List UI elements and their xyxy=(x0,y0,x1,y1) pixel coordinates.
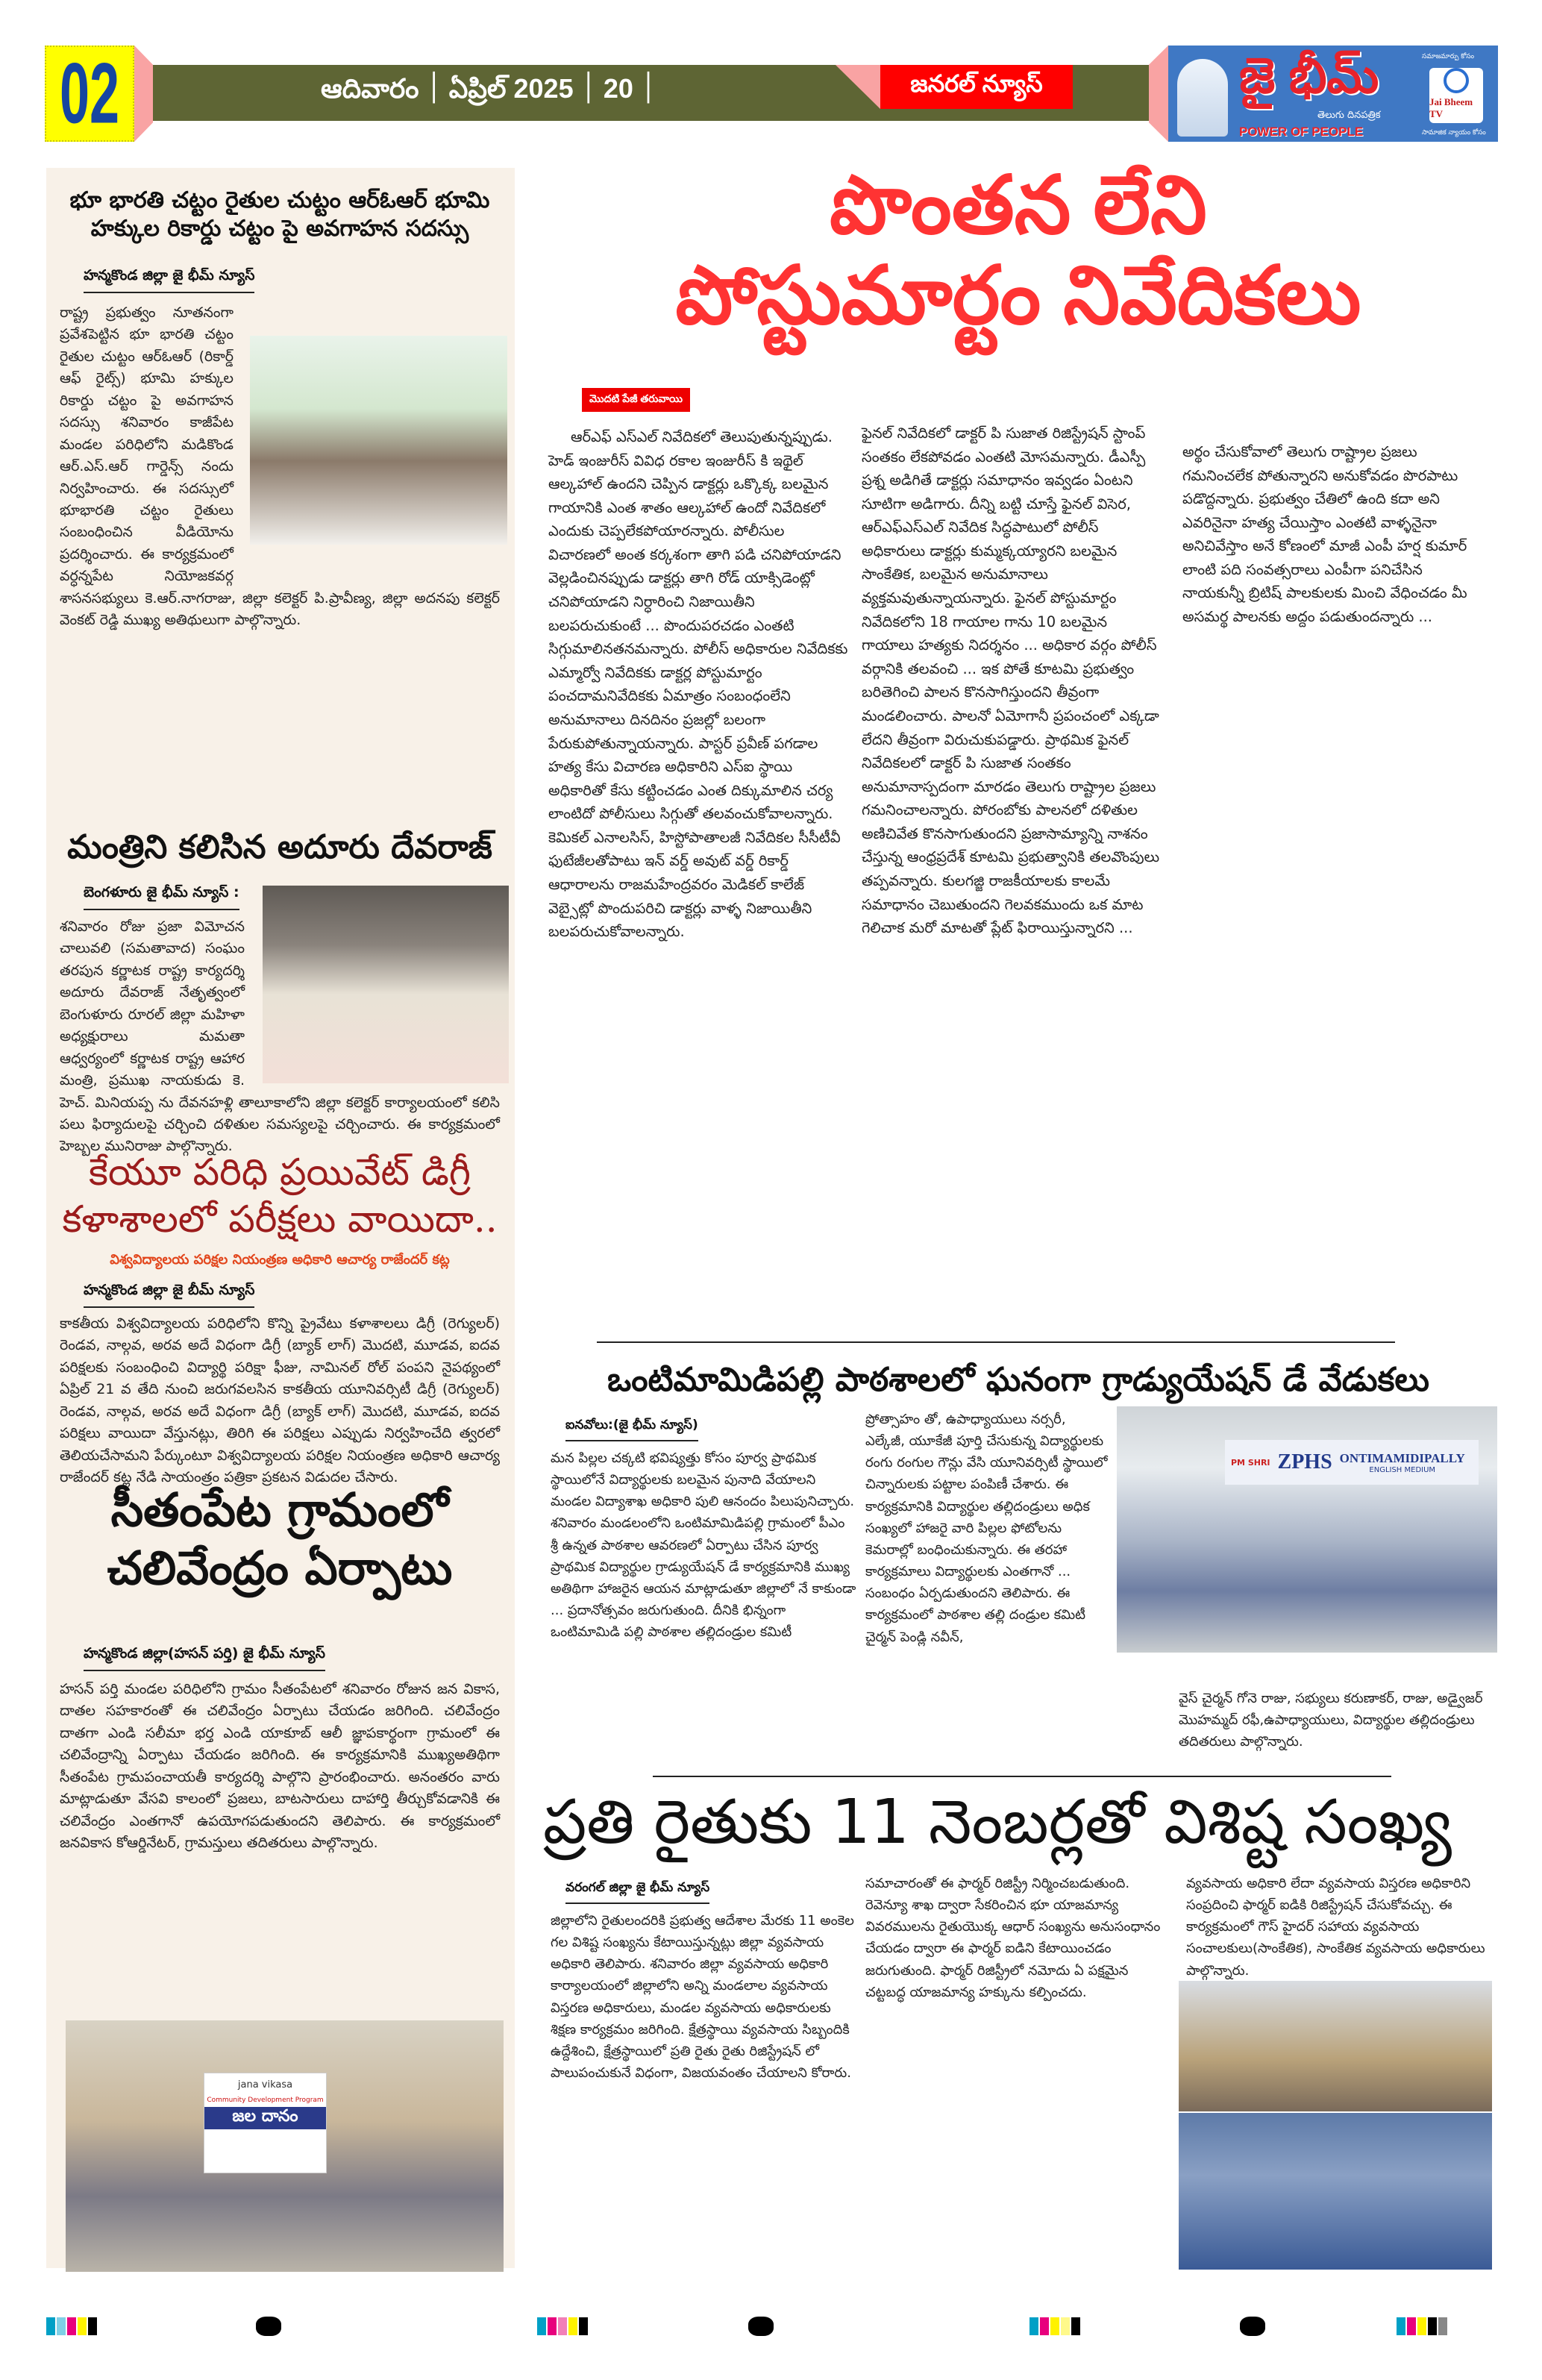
main-headline: పొంతన లేని పోస్టుమార్టం నివేదికలు xyxy=(675,160,1361,340)
article-headline: ప్రతి రైతుకు 11 నెంబర్లతో విశిష్ట సంఖ్య xyxy=(543,1787,1452,1858)
article-body: శనివారం రోజు ప్రజా విమోచన చాలువలి (సమతావాద) సంఘం తరపున కర్ణాటక రాష్ట్ర కార్యదర్శి అదూరు దేవరాజ్ నేతృత్వంలో బెంగుళూరు రూరల్ జిల్లా మహిళా అధ్యక్షురాలు మమతా ఆధ్వర్యంలో కర్ణాటక రాష్ట్ర ఆహార మంత్రి, ప్రముఖ నాయకుడు కె. హెచ్. మినియప్ప ను దేవనహళ్లి తాలూకాలోని జిల్లా కలెక్టర్ కార్యాలయంలో కలిసి పలు ఫిర్యాదులపై చర్చించి దళితుల సమస్యలపై చర్చించారు. ఈ కార్యక్రమంలో హెబ్బల మునిరాజు పాల్గొన్నారు. xyxy=(60,918,500,1155)
article-body: హసన్ పర్తి మండల పరిధిలోని గ్రామం సీతంపేటలో శనివారం రోజున జన వికాస, దాతల సహకారంతో ఈ చలివేంద్రం ఏర్పాటు చేయడం జరిగింది. చలివేంద్రం దాతగా ఎండి సలీమా భర్త ఎండి యాకూబ్ ఆలీ జ్ఞాపకార్థంగా గ్రామంలో ఈ చలివేంద్రాన్ని ఏర్పాటు చేయడం జరిగింది. ఈ కార్యక్రమానికి ముఖ్యఅతిథిగా సీతంపేట గ్రామపంచాయతీ కార్యదర్శి పాల్గొని ప్రారంభించారు. అనంతరం వారు మాట్లాడుతూ వేసవి కాలంలో ప్రజలు, బాటసారులు దాహార్తి తీర్చుకోవడానికి ఈ చలివేంద్రం ఎంతగానో ఉపయోగపడుతుందని తెలిపారు. ఈ కార్యక్రమంలో జనవికాస కోఆర్డినేటర్, గ్రామస్తులు తదితరులు పాల్గొన్నారు. xyxy=(60,1681,500,1852)
article-byline: బెంగళూరు జై భీమ్ న్యూస్ : xyxy=(84,884,239,910)
main-story-column-3: అర్థం చేసుకోవాలో తెలుగు రాష్ట్రాల ప్రజలు గమనించలేక పోతున్నారని అనుకోవడం పొరపాటు పడొద్దన్నారు. ప్రభుత్వం చేతిలో ఉంది కదా అని ఎవరినైనా హత్య చేయిస్తాం ఎంతటి వాళ్ళనైనా అనిచివేస్తాం అనే కోణంలో మాజీ ఎంపీ హర్ష కుమార్ లాంటి పది సంవత్సరాలు ఎంపీగా పనిచేసిన నాయకున్నీ బ్రిటిష్ పాలకులకు మించి వేధించడం మీ అసమర్థ పాలనకు అద్దం పడుతుందన్నారు ... xyxy=(1182,443,1467,626)
article-byline: హన్మకొండ జిల్లా జై భీమ్ న్యూస్ xyxy=(84,267,254,293)
masthead-logo xyxy=(1168,46,1498,142)
print-color-bar xyxy=(1029,2317,1080,2335)
farmer-column-3: వ్యవసాయ అధికారి లేదా వ్యవసాయ విస్తరణ అధికారిని సంప్రదించి ఫార్మర్ ఐడికి రిజిస్ట్రేషన్ చేసుకోవచ్చు. ఈ కార్యక్రమంలో గౌస్ హైదర్ సహాయ వ్యవసాయ సంచాలకులు(సాంకేతిక), సాంకేతిక వ్యవసాయ అధికారులు పాల్గొన్నారు. xyxy=(1186,1876,1485,1979)
farmer-column-1: జిల్లాలోని రైతులందరికి ప్రభుత్వ ఆదేశాల మేరకు 11 అంకెల గల విశిష్ట సంఖ్యను కేటాయిస్తున్నట్లు జిల్లా వ్యవసాయ అధికారి తెలిపారు. శనివారం జిల్లా వ్యవసాయ అధికారి కార్యాలయంలో జిల్లాలోని అన్ని మండలాల వ్యవసాయ విస్తరణ అధికారులు, మండల వ్యవసాయ అధికారులకు శిక్షణ కార్యక్రమం జరిగింది. క్షేత్రస్థాయి వ్యవసాయ సిబ్బందికి ఉద్దేశించి, క్షేత్రస్థాయిలో ప్రతి రైతు రైతు రిజిస్ట్రేషన్ లో పాలుపంచుకునే విధంగా, విజయవంతం చేయాలని కోరారు. xyxy=(551,1913,854,2082)
decorative-wedge xyxy=(134,46,153,142)
page-number: 02 xyxy=(45,46,134,142)
tv-emblem-icon xyxy=(1444,68,1469,93)
logo-tag-top: సమాజమార్పు కోసం xyxy=(1422,53,1475,60)
ambedkar-portrait-image xyxy=(1177,59,1228,137)
article-byline: వరంగల్ జిల్లా జై భీమ్ న్యూస్ xyxy=(565,1880,709,1904)
graduation-column-1: మన పిల్లల చక్కటి భవిష్యత్తు కోసం పూర్వ ప్రాథమిక స్థాయిలోనే విద్యార్థులకు బలమైన పునాది వేయాలని మండల విద్యాశాఖ అధికారి పులి ఆనందం పిలుపునిచ్చారు. శనివారం మండలంలోని ఒంటిమామిడిపల్లి గ్రామంలో పీఎం శ్రీ ఉన్నత పాఠశాల ఆవరణలో ఏర్పాటు చేసిన పూర్వ ప్రాథమిక విద్యార్థుల గ్రాడ్యుయేషన్ డే కార్యక్రమానికి ముఖ్య అతిథిగా హాజరైన ఆయన మాట్లాడుతూ జిల్లాలో నే కాకుండా ... ప్రదానోత్సవం జరుగుతుంది. దీనికి భిన్నంగా ఒంటిమామిడి పల్లి పాఠశాల తల్లిదండ్రుల కమిటీ xyxy=(551,1450,856,1641)
article-headline: సీతంపేట గ్రామంలో చలివేంద్రం ఏర్పాటు xyxy=(107,1482,453,1595)
registration-mark xyxy=(748,2317,774,2336)
registration-mark xyxy=(256,2317,281,2336)
training-audience-photo xyxy=(1179,2113,1492,2270)
logo-tag-bottom: సామాజిక న్యాయం కోసం xyxy=(1422,129,1486,137)
logo-tagline: POWER OF PEOPLE xyxy=(1239,125,1364,139)
print-color-bar xyxy=(1397,2317,1447,2335)
graduation-column-2: ప్రోత్సాహం తో, ఉపాధ్యాయులు నర్సరీ, ఎల్కేజీ, యూకేజీ పూర్తి చేసుకున్న విద్యార్థులకు రంగు రంగుల గౌన్లు వేసి యూనివర్సిటీ స్థాయిలో చిన్నారులకు పట్టాల పంపిణీ చేశారు. ఈ కార్యక్రమానికి విద్యార్థుల తల్లిదండ్రులు అధిక సంఖ్యలో హాజరై వారి పిల్లల ఫోటోలను కెమరాల్లో బంధించుకున్నారు. ఈ తరహా కార్యక్రమాలు విద్యార్థులకు ఎంతగానో ... సంబంధం ఏర్పడుతుందని తెలిపారు. ఈ కార్యక్రమంలో పాఠశాల తల్లి దండ్రుల కమిటీ చైర్మన్ పెండ్లి నవీన్, xyxy=(865,1412,1108,1645)
article-headline: మంత్రిని కలిసిన అదూరు దేవరాజ్ xyxy=(67,828,492,866)
article-byline: హన్మకొండ జిల్లా జై బీమ్ న్యూస్ xyxy=(84,1282,254,1308)
print-color-bar xyxy=(46,2317,97,2335)
article-body: కాకతీయ విశ్వవిద్యాలయ పరిధిలోని కొన్ని ప్రైవేటు కళాశాలలు డిగ్రీ (రెగ్యులర్) రెండవ, నాల్గవ, అరవ అదే విధంగా డిగ్రీ (బ్యాక్ లాగ్) మొదటి, మూడవ, ఐదవ పరిక్షలకు సంబంధించి విద్యార్థి పరిక్షా ఫీజు, నామినల్ రోల్ పంపని నైపథ్యంలో ఏప్రిల్ 21 వ తేది నుంచి జరుగవలసిన కాకతీయ యూనివర్సిటీ డిగ్రీ (రెగ్యులర్) రెండవ, నాల్గవ, అరవ అదే విధంగా డిగ్రీ (బ్యాక్ లాగ్) మొదటి, మూడవ, ఐదవ పరిక్షలు వాయిదా వేస్తునట్లు, తిరిగి ఈ పరిక్షలు ఎప్పుడు నిర్వహించేది త్వరలో తెలియచేసామని పేర్కుంటూ విశ్వవిద్యాలయ పరిక్షల నియంత్రణ అధికారి ఆచార్య రాజేందర్ కట్ల నేడి సాయంత్రం పత్రికా ప్రకటన విడుదల చేసారు. xyxy=(60,1315,500,1486)
article-headline: ఒంటిమామిడిపల్లి పాఠశాలలో ఘనంగా గ్రాడ్యుయేషన్ డే వేడుకలు xyxy=(607,1361,1429,1399)
school-banner: PM SHRI ZPHS ONTIMAMIDIPALLY ENGLISH MEDIUM xyxy=(1225,1440,1479,1485)
section-label: జనరల్ న్యూస్ xyxy=(880,65,1073,109)
divider xyxy=(653,1776,1391,1777)
article-byline: హన్మకొండ జిల్లా(హసన్ పర్తి) జై భీమ్ న్యూస్ xyxy=(84,1645,325,1671)
water-kiosk-photo xyxy=(66,2020,504,2272)
training-speaker-photo xyxy=(1179,1981,1492,2111)
issue-date: ఆదివారం ׀ ఏప్రిల్ ׀ 20 ׀ 2025 xyxy=(321,73,656,104)
article-headline: భూ భారతి చట్టం రైతుల చుట్టం ఆర్ఓఆర్ భూమి హక్కుల రికార్డు చట్టం పై అవగాహన సదస్సు xyxy=(69,187,490,242)
article-headline: కేయూ పరిధి ప్రయివేట్ డిగ్రీ కళాశాలలో పరీక్షలు వాయిదా.. xyxy=(62,1150,498,1241)
graduation-photo xyxy=(1117,1406,1497,1653)
photo-caption: వైస్ చైర్మన్ గోనె రాజు, సభ్యులు కరుణాకర్, రాజు, అడ్వైజర్ మొహమ్మద్ రఫీ,ఉపాధ్యాయులు, విద్యార్థుల తల్లిదండ్రులు తదితరులు పాల్గొన్నారు. xyxy=(1179,1691,1483,1750)
logo-subtitle: తెలుగు దినపత్రిక xyxy=(1317,110,1381,121)
decorative-wedge xyxy=(1149,46,1168,142)
farmer-column-2: సమాచారంతో ఈ ఫార్మర్ రిజిస్ట్రీ నిర్మించబడుతుంది. రెవెన్యూ శాఖ ద్వారా సేకరించిన భూ యాజమాన్య వివరములను రైతుయొక్క ఆధార్ సంఖ్యను అనుసంధానం చేయడం ద్వారా ఈ ఫార్మర్ ఐడిని కేటాయించడం జరుగుతుంది. ఫార్మర్ రిజిస్ట్రీలో నమోదు ఏ పక్షమైన చట్టబద్ధ యాజమాన్య హక్కును కల్పించదు. xyxy=(865,1876,1161,2000)
print-color-bar xyxy=(537,2317,588,2335)
main-story-column-2: ఫైనల్ నివేదికలో డాక్టర్ పి సుజాత రిజిస్ట్రేషన్ స్టాంప్ సంతకం లేకపోవడం ఎంతటి మోసమన్నారు. డీఎస్పీ ప్రశ్న అడిగితే డాక్టర్లు సమాధానం ఇవ్వడం ఏంటని సూటిగా అడిగారు. దీన్ని బట్టి చూస్తే ఫైనల్ విసెర, ఆర్ఎఫ్ఎస్ఎల్ నివేదిక సిద్ధపాటులో పోలీస్ అధికారులు డాక్టర్లు కుమ్మక్కయ్యారని బలమైన సాంకేతిక, బలమైన అనుమానాలు వ్యక్తమవుతున్నాయన్నారు. ఫైనల్ పోస్టుమార్టం నివేదికలోని 18 గాయాల గాను 10 బలమైన గాయాలు హత్యకు నిదర్శనం ... అధికార వర్గం పోలీస్ వర్గానికి తలవంచి ... ఇక పోతే కూటమి ప్రభుత్వం బరితెగించి పాలన కొనసాగిస్తుందని తీవ్రంగా మండలించారు. పాలనో ఏమోగానీ ప్రపంచంలో ఎక్కడా లేదని తీవ్రంగా విరుచుకుపడ్డారు. ప్రాథమిక ఫైనల్ నివేదికలలో డాక్టర్ పి సుజాత సంతకం అనుమానాస్పదంగా మారడం తెలుగు రాష్ట్రాల ప్రజలు గమనించాలన్నారు. పోరంబోకు పాలనలో దళితుల అణిచివేత కొనసాగుతుందని ప్రజాసామ్యాన్ని నాశనం చేస్తున్న ఆంధ్రప్రదేశ్ కూటమి ప్రభుత్వానికి తలవొంపులు తప్పవన్నారు. కులగజ్జి రాజకీయాలకు కాలమే సమాధానం చెబుతుందని గెలవకముందు ఒక మాట గెలిచాక మరో మాటతో ప్లేట్ ఫిరాయిస్తున్నారని ... xyxy=(862,425,1160,937)
article-body: రాష్ట్ర ప్రభుత్వం నూతనంగా ప్రవేశపెట్టిన భూ భారతి చట్టం రైతుల చుట్టం ఆర్ఓఆర్ (రికార్డ్ ఆఫ్ రైట్స్) భూమి హక్కుల రికార్డు చట్టం పై అవగాహన సదస్సు శనివారం కాజీపేట మండల పరిధిలోని మడికొండ ఆర్.ఎస్.ఆర్ గార్డెన్స్ నందు నిర్వహించారు. ఈ సదస్సులో భూభారతి చట్టం రైతులు సంబంధించిన వీడియోను ప్రదర్శించారు. ఈ కార్యక్రమంలో వర్ధన్నపేట నియోజకవర్గ శాసనసభ్యులు కె.ఆర్.నాగరాజు, జిల్లా కలెక్టర్ పి.ప్రావీణ్య, జిల్లా అదనపు కలెక్టర్ వెంకట్ రెడ్డి ముఖ్య అతిథులుగా పాల్గొన్నారు. xyxy=(60,304,500,629)
article-subheadline: విశ్వవిద్యాలయ పరిక్షల నియంత్రణ అధికారి ఆచార్య రాజేందర్ కట్ల xyxy=(110,1252,450,1268)
main-story-column-1: ఆర్ఎఫ్ ఎస్ఎల్ నివేదికలో తెలుపుతున్నప్పుడు. హెడ్ ఇంజురీస్ వివిధ రకాల ఇంజురీస్ కి ఇథైల్ ఆల్కహాల్ ఉందని చెప్పిన డాక్టర్లు ఒక్కొక్క బలమైన గాయానికి ఎంత శాతం ఆల్కహాల్ ఉందో నివేదికలో ఎందుకు చెప్పలేకపోయారన్నారు. పోలీసుల విచారణలో అంత కర్కశంగా తాగి పడి చనిపోయాడని వెల్లడించినప్పుడు డాక్టర్లు తాగి రోడ్ యాక్సిడెంట్లో చనిపోయాడని నిర్ధారించి నిజాయితీని బలపరుచుకుంటే ... పొందుపరచడం ఎంతటి సిగ్గుమాలినతనమన్నారు. పోలీస్ అధికారుల నివేదికకు ఎమ్మార్వో నివేదికకు డాక్టర్ల పోస్టుమార్టం పంచదామనివేదికకు ఏమాత్రం సంబంధంలేని అనుమానాలు దినదినం ప్రజల్లో బలంగా పేరుకుపోతున్నాయన్నారు. పాస్టర్ ప్రవీణ్ పగడాల హత్య కేసు విచారణ అధికారిని ఎస్ఐ స్థాయి అధికారితో కేసు కట్టించడం ఎంత దిక్కుమాలిన చర్య లాంటిదో పోలీసులు సిగ్గుతో తలవంచుకోవాలన్నారు. కెమికల్ ఎనాలసిస్, హిస్టోపాతాలజీ నివేదికల సీసీటీవీ ఫుటేజీలతోపాటు ఇన్ వర్డ్ అవుట్ వర్డ్ రికార్డ్ ఆధారాలను రాజమహేంద్రవరం మెడికల్ కాలేజ్ వెబ్సైట్లో పొందుపరిచి డాక్టర్లు వాళ్ళ నిజాయితీని బలపరుచుకోవాలన్నారు. xyxy=(548,428,848,941)
article-byline: ఐనవోలు:(జై భీమ్ న్యూస్) xyxy=(565,1418,698,1441)
continued-from-front-tag: మొదటి పేజీ తరువాయి xyxy=(582,388,690,412)
registration-mark xyxy=(1240,2317,1265,2336)
jana-vikasa-banner: jana vikasa Community Development Program జల దానం xyxy=(204,2073,327,2173)
logo-name: జై భీమ్ xyxy=(1239,48,1379,103)
divider xyxy=(597,1341,1395,1343)
jai-bheem-tv-logo: Jai Bheem TV xyxy=(1429,68,1483,123)
